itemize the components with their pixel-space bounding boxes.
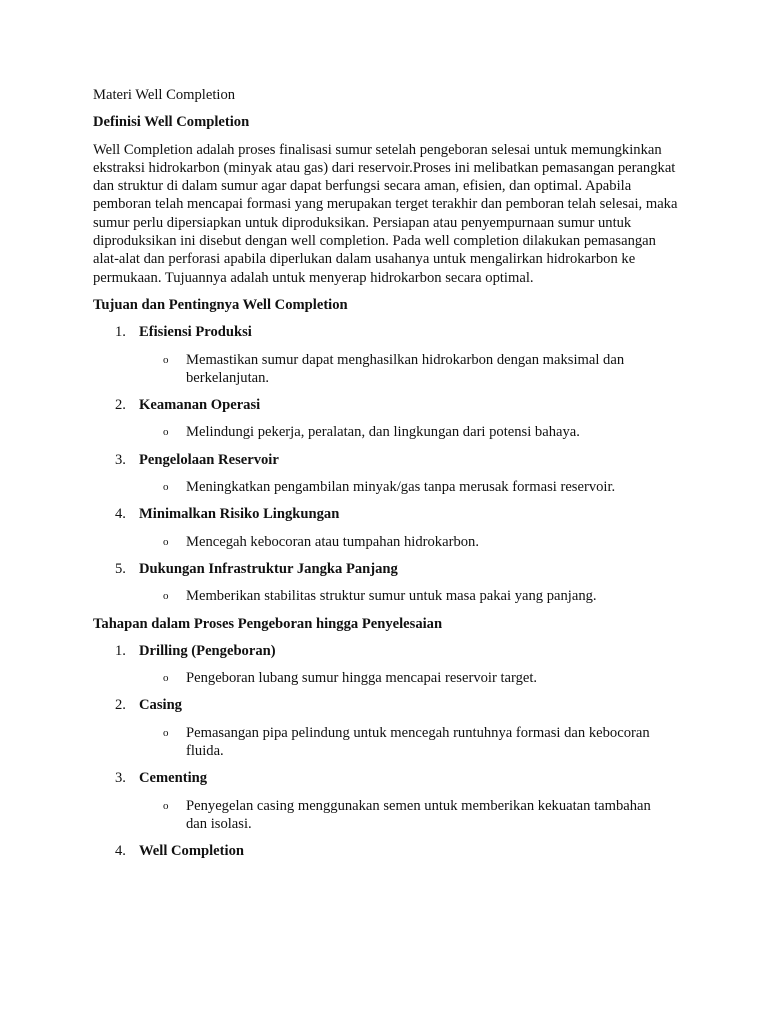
bullet-icon: o	[163, 672, 169, 685]
document-title: Materi Well Completion	[93, 87, 236, 103]
bullet-icon: o	[163, 481, 169, 494]
stage-title: Well Completion	[139, 843, 244, 860]
goals-heading: Tujuan dan Pentingnya Well Completion	[93, 296, 348, 313]
list-number: 1.	[115, 642, 126, 659]
list-number: 2.	[115, 697, 126, 714]
stage-description: Penyegelan casing menggunakan semen untuk memberikan kekuatan tambahan dan isolasi.	[186, 797, 651, 832]
goal-title: Pengelolaan Reservoir	[139, 451, 279, 468]
goal-item-1	[93, 323, 678, 387]
stage-item-2	[93, 696, 678, 760]
goal-title: Minimalkan Risiko Lingkungan	[139, 506, 340, 523]
stage-title: Casing	[139, 697, 182, 714]
bullet-icon: o	[163, 535, 169, 548]
document-page	[93, 86, 678, 870]
definition-heading: Definisi Well Completion	[93, 114, 250, 131]
bullet-icon: o	[163, 799, 169, 812]
stage-item-1	[93, 642, 678, 688]
list-number: 5.	[115, 560, 126, 577]
stages-heading: Tahapan dalam Proses Pengeboran hingga Penyelesaian	[93, 615, 443, 632]
list-number: 2.	[115, 397, 126, 414]
stage-title: Drilling (Pengeboran)	[139, 642, 276, 659]
bullet-icon: o	[163, 353, 169, 366]
definition-paragraph: Well Completion adalah proses finalisasi sumur setelah pengeboran selesai untuk memungkinkan ekstraksi hidrokarbon (minyak atau gas) dari reservoir.Proses ini melibatkan pemasangan perangkat dan struktur di dalam sumur agar dapat berfungsi secara aman, efisien, dan optimal. Apabila pemboran telah mencapai formasi yang merupakan terget terakhir dan pemboran telah selesai, maka sumur perlu dipersiapkan untuk diproduksikan. Persiapan atau penyempurnaan sumur untuk diproduksikan ini disebut dengan well completion. Pada well completion dilakukan pemasangan alat-alat dan perforasi apabila diperlukan dalam usahanya untuk mengalirkan hidrokarbon ke permukaan. Tujuannya adalah untuk menyerap hidrokarbon secara optimal.	[93, 141, 678, 286]
goal-item-3	[93, 451, 678, 497]
goal-description: Meningkatkan pengambilan minyak/gas tanpa merusak formasi reservoir.	[186, 479, 616, 496]
goal-title: Keamanan Operasi	[139, 397, 261, 414]
list-number: 3.	[115, 770, 126, 787]
stage-item-3	[93, 769, 678, 833]
stage-description: Pemasangan pipa pelindung untuk mencegah runtuhnya formasi dan kebocoran fluida.	[186, 724, 650, 760]
list-number: 3.	[115, 451, 126, 468]
goals-list	[93, 323, 678, 605]
bullet-icon: o	[163, 726, 169, 739]
bullet-icon: o	[163, 426, 169, 439]
stage-description: Pengeboran lubang sumur hingga mencapai reservoir target.	[186, 670, 538, 687]
bullet-icon: o	[163, 590, 169, 603]
goal-item-4	[93, 505, 678, 551]
stage-item-4	[93, 842, 678, 860]
goal-description: Melindungi pekerja, peralatan, dan lingkungan dari potensi bahaya.	[186, 424, 580, 441]
stages-list	[93, 642, 678, 861]
list-number: 1.	[115, 324, 126, 341]
stage-title: Cementing	[139, 770, 208, 787]
goal-title: Dukungan Infrastruktur Jangka Panjang	[139, 560, 398, 577]
goal-title: Efisiensi Produksi	[139, 324, 252, 341]
list-number: 4.	[115, 506, 126, 523]
goal-item-2	[93, 396, 678, 442]
goal-description: Memberikan stabilitas struktur sumur untuk masa pakai yang panjang.	[186, 588, 597, 605]
goal-description: Mencegah kebocoran atau tumpahan hidrokarbon.	[186, 533, 479, 550]
goal-item-5	[93, 560, 678, 606]
goal-description: Memastikan sumur dapat menghasilkan hidrokarbon dengan maksimal dan berkelanjutan.	[186, 351, 625, 386]
list-number: 4.	[115, 843, 126, 860]
